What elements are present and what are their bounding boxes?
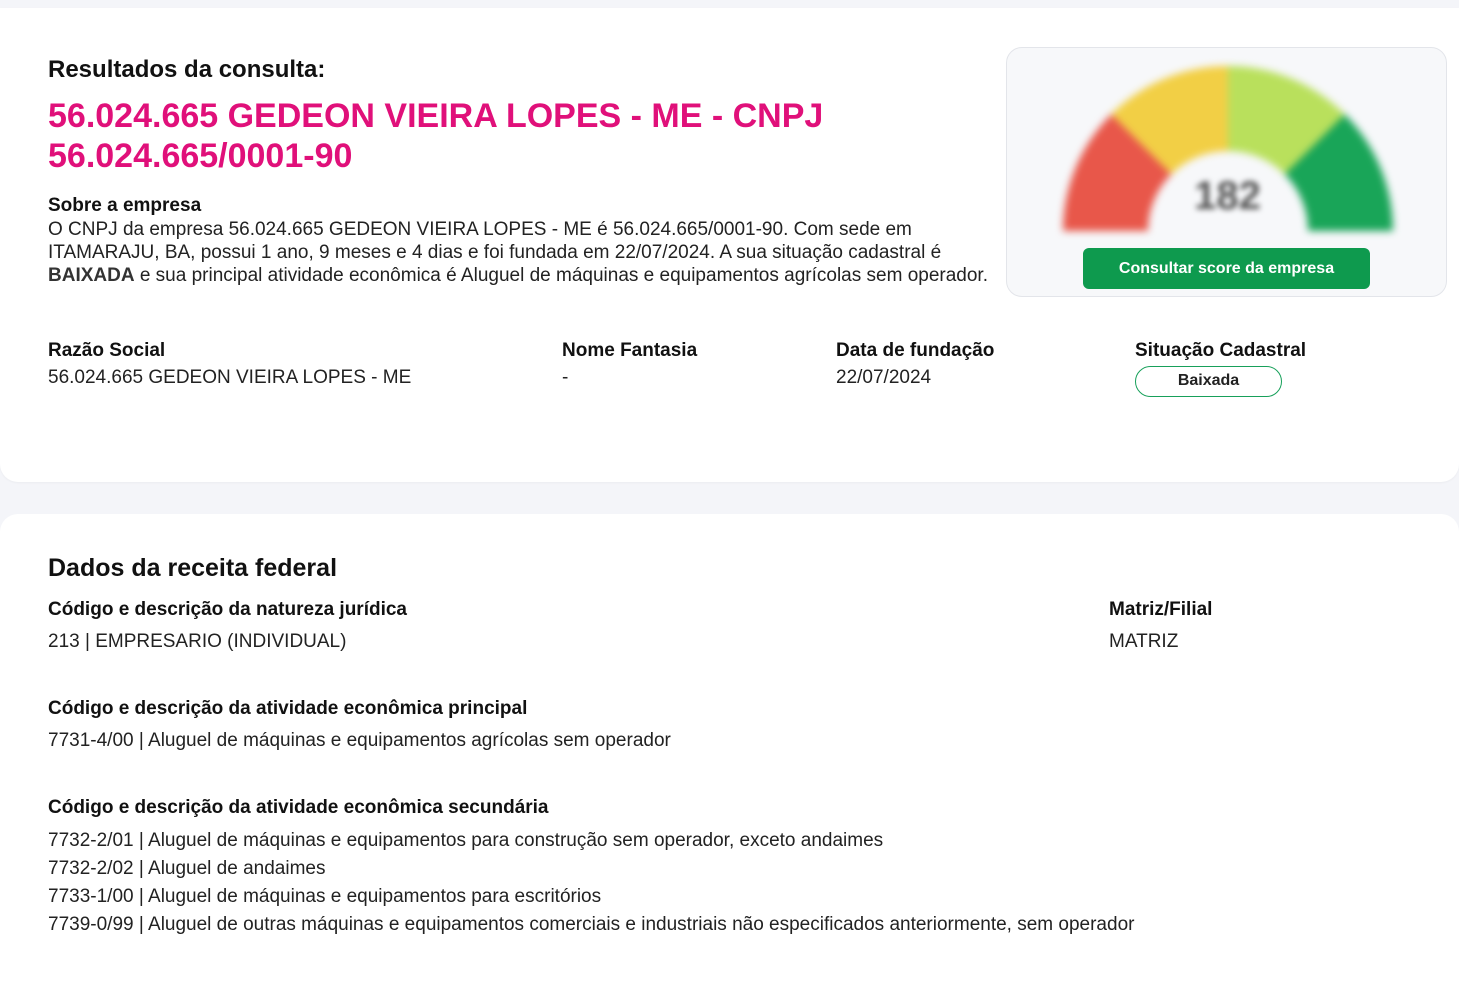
razao-social-value: 56.024.665 GEDEON VIEIRA LOPES - ME xyxy=(48,367,412,388)
matriz-filial-label: Matriz/Filial xyxy=(1109,599,1213,620)
atividade-secundaria-label: Código e descrição da atividade econômica secundária xyxy=(48,797,549,818)
list-item: 7739-0/99 | Aluguel de outras máquinas e equipamentos comerciais e industriais não especificados anteriormente, sem operador xyxy=(48,914,1135,935)
section-title: Dados da receita federal xyxy=(48,554,338,582)
company-title: 56.024.665 GEDEON VIEIRA LOPES - ME - CNPJ 56.024.665/0001-90 xyxy=(48,97,824,175)
results-label: Resultados da consulta: xyxy=(48,56,326,83)
receita-federal-card xyxy=(0,514,1459,991)
data-fundacao-label: Data de fundação xyxy=(836,340,995,361)
nome-fantasia-label: Nome Fantasia xyxy=(562,340,698,361)
situacao-cadastral-label: Situação Cadastral xyxy=(1135,340,1307,361)
about-status-bold: BAIXADA xyxy=(48,265,135,286)
score-value: 182 xyxy=(1194,174,1261,218)
consult-score-button[interactable]: Consultar score da empresa xyxy=(1083,248,1370,289)
list-item: 7732-2/02 | Aluguel de andaimes xyxy=(48,858,326,879)
atividade-principal-label: Código e descrição da atividade econômica principal xyxy=(48,698,528,719)
company-summary-card xyxy=(0,8,1459,482)
about-text-before: O CNPJ da empresa 56.024.665 GEDEON VIEIRA LOPES - ME é 56.024.665/0001-90. Com sede em ITAMARAJU, BA, possui 1 ano, 9 meses e 4 dias e foi fundada em 22/07/2024. A sua situação cadastral é xyxy=(48,219,942,263)
about-heading: Sobre a empresa xyxy=(48,195,202,216)
score-panel xyxy=(1006,47,1447,297)
natureza-juridica-label: Código e descrição da natureza jurídica xyxy=(48,599,407,620)
nome-fantasia-value: - xyxy=(562,367,569,388)
razao-social-label: Razão Social xyxy=(48,340,166,361)
status-badge: Baixada xyxy=(1135,366,1282,397)
natureza-juridica-value: 213 | EMPRESARIO (INDIVIDUAL) xyxy=(48,631,347,652)
atividade-principal-value: 7731-4/00 | Aluguel de máquinas e equipamentos agrícolas sem operador xyxy=(48,730,671,751)
about-text-after: e sua principal atividade econômica é Aluguel de máquinas e equipamentos agrícolas sem operador. xyxy=(134,265,988,286)
data-fundacao-value: 22/07/2024 xyxy=(836,367,932,388)
list-item: 7732-2/01 | Aluguel de máquinas e equipamentos para construção sem operador, exceto andaimes xyxy=(48,830,884,851)
about-text xyxy=(48,218,998,287)
list-item: 7733-1/00 | Aluguel de máquinas e equipamentos para escritórios xyxy=(48,886,602,907)
atividade-secundaria-list xyxy=(48,827,1134,939)
matriz-filial-value: MATRIZ xyxy=(1109,631,1179,652)
